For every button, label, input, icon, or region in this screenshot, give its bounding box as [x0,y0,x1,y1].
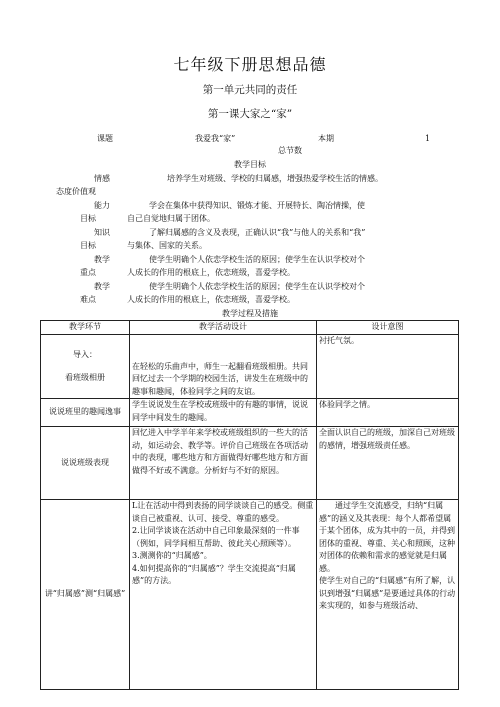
goal-emotion-label-2: 态度价值观 [56,187,96,196]
row4-activity-3: 3.测测你的“归属感”。 [132,551,212,560]
goal-ability-label: 能力 [94,201,110,210]
row4-activity-2: 2.让同学谈谈在活动中自己印象最深刻的一件事（例如，同学间相互帮助、彼此关心照顾等）。 [132,526,300,548]
goal-key-label-2: 重点 [80,268,96,277]
header-intent: 设计意图 [317,321,459,335]
row3-activity: 回忆进入中学半年来学校或班级组织的一些大的活动，如运动会、教学等。评价自己班级在各项活动中的表现，哪些地方和方面做得好哪些地方和方面做得不好或不满意。分析好与不好的原因。 [130,427,317,500]
topic-label: 课题 [97,134,113,143]
goal-emotion-label: 情感 [94,174,110,183]
goal-ability-text-1: 学会在集体中获得知识、锻炼才能、开展特长、陶冶情操，使 [149,201,365,210]
process-table [40,320,459,690]
row3-intent: 全面认识自己的班级，加深自己对班级的感情，增强班级责任感。 [317,427,459,500]
goal-difficulty-label: 教学 [94,282,110,291]
goal-difficulty-text-2: 人成长的作用的根底上，依恋班级，喜爱学校。 [127,295,295,304]
row4-intent-2: 使学生对自己的“归属感”有所了解，认识到增强“归属感”是要通过具体的行动来实现的，如参与班级活动、 [319,576,456,610]
goal-key-text-2: 人成长的作用的根底上，依恋班级，喜爱学校。 [127,268,295,277]
goal-knowledge-text-1: 了解归属感的含义及表现，正确认识“我”与他人的关系和“我” [149,228,366,237]
topic-value: 我爱我“家” [195,134,236,143]
goal-key-label: 教学 [94,255,110,264]
process-title: 教学过程及措施 [222,309,278,318]
row1-intent: 衬托气氛。 [317,335,459,399]
row4-activity [130,500,317,690]
header-activity: 教学活动设计 [130,321,317,335]
period-value: 1 [425,134,431,143]
row3-step: 说说班级表现 [41,427,130,500]
row4-intent [317,500,459,690]
goal-emotion-text: 培养学生对班级、学校的归属感，增强热爱学校生活的情感。 [167,174,383,183]
table-row [41,427,459,500]
table-row [41,500,459,690]
goal-difficulty-text-1: 使学生明确个人依恋学校生活的原因；使学生在认识学校对个 [149,282,365,291]
row4-activity-1: L让在活动中得到表扬的同学谈谈自己的感受。侧重谈自己被重视、认可、接受、尊重的感受。 [132,501,314,523]
goal-key-text-1: 使学生明确个人依恋学校生活的原因；使学生在认识学校对个 [149,255,365,264]
header-step: 教学环节 [41,321,130,335]
row2-activity: 学生说说发生在学校或班级中的有趣的事情，说说同学中间发生的趣闻。 [130,399,317,427]
goal-knowledge-label: 知识 [94,228,110,237]
row4-step: 讲“归属感”测“归属感” [41,500,130,690]
goal-ability-text-2: 自己自觉地归属于团体。 [127,214,215,223]
goal-ability-label-2: 目标 [80,214,96,223]
document-title: 七年级下册思想品德 [173,55,327,74]
table-row [41,399,459,427]
row1-step: 导入： 看班级相册 [41,335,130,399]
row1-activity: 在轻松的乐曲声中，师生一起翻看班级相册。共同回忆过去一个学期的校园生活，讲发生在班级中的趣事和趣闻，体验同学之间的友谊。 [130,335,317,399]
total-label: 总节数 [278,146,302,155]
lesson-title: 第一课大家之“家” [207,108,293,120]
table-header-row [41,321,459,335]
row4-activity-4: 4.如何提高你的“归属感”？学生交流提高“归属感”的方法。 [132,563,296,585]
goal-knowledge-text-2: 与集体、国家的关系。 [127,241,207,250]
period-label: 本期 [318,134,334,143]
goal-difficulty-label-2: 难点 [80,295,96,304]
goal-knowledge-label-2: 目标 [80,241,96,250]
row2-intent: 体验同学之情。 [317,399,459,427]
row4-intent-1: 通过学生交流感受，归纳“归属感”的涵义及其表现：每个人都希望属于某个团体，成为其中的一员，并得到团体的重视、尊重、关心和照顾，这种对团体的依赖和需求的感觉就是归属感。 [319,501,455,573]
row2-step: 说说班里的趣闻逸事 [41,399,130,427]
table-row [41,335,459,399]
goals-title: 教学目标 [234,160,266,169]
unit-title: 第一单元共同的责任 [202,84,298,96]
